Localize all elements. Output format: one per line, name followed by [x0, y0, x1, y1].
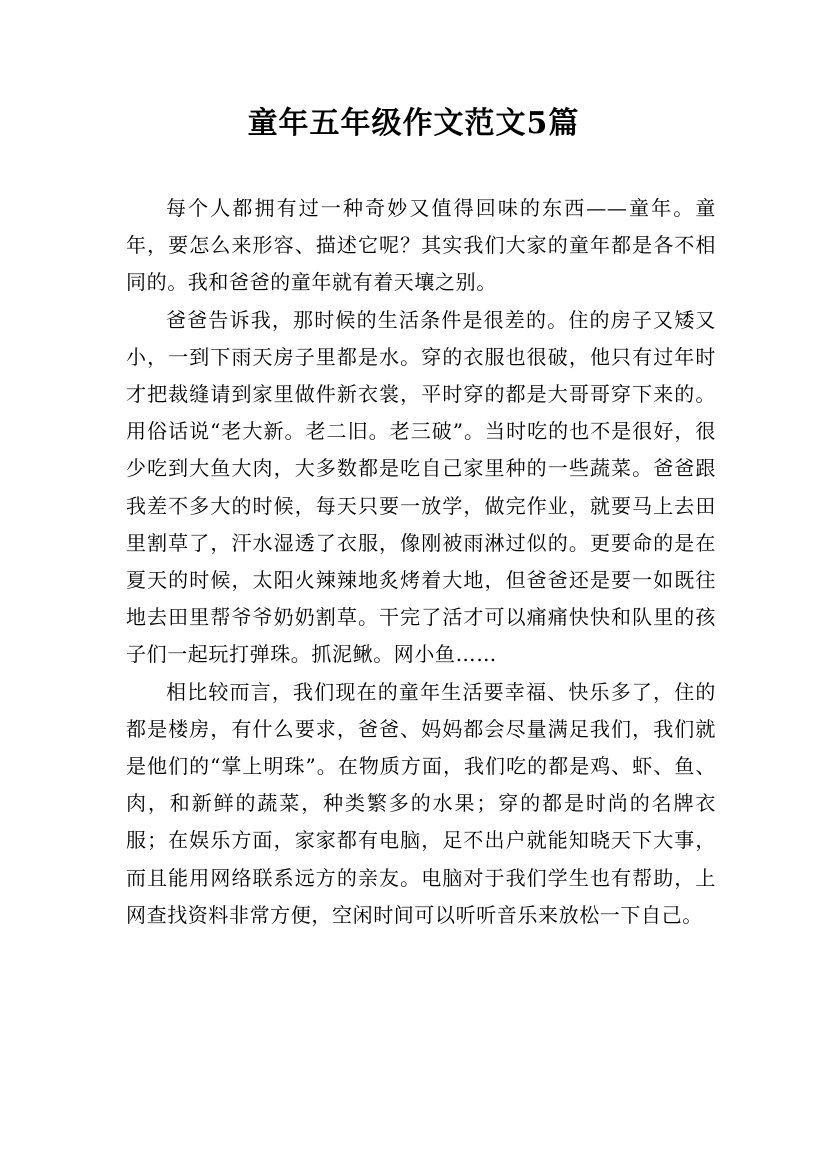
paragraph-2: 爸爸告诉我，那时候的生活条件是很差的。住的房子又矮又小，一到下雨天房子里都是水。穿的衣服也很破，他只有过年时才把裁缝请到家里做件新衣裳，平时穿的都是大哥哥穿下来的。用俗话说“老大新。老二旧。老三破”。当时吃的也不是很好，很少吃到大鱼大肉，大多数都是吃自己家里种的一些蔬菜。爸爸跟我差不多大的时候，每天只要一放学，做完作业，就要马上去田里割草了，汗水湿透了衣服，像刚被雨淋过似的。更要命的是在夏天的时候，太阳火辣辣地炙烤着大地，但爸爸还是要一如既往地去田里帮爷爷奶奶割草。干完了活才可以痛痛快快和队里的孩子们一起玩打弹珠。抓泥鳅。网小鱼……: [126, 307, 716, 667]
document-body: [126, 190, 716, 934]
paragraph-3: 相比较而言，我们现在的童年生活要幸福、快乐多了，住的都是楼房，有什么要求，爸爸、妈妈都会尽量满足我们，我们就是他们的“掌上明珠”。在物质方面，我们吃的都是鸡、虾、鱼、肉，和新鲜的蔬菜，种类繁多的水果；穿的都是时尚的名牌衣服；在娱乐方面，家家都有电脑，足不出户就能知晓天下大事，而且能用网络联系远方的亲友。电脑对于我们学生也有帮助，上网查找资料非常方便，空闲时间可以听听音乐来放松一下自己。: [126, 679, 716, 927]
paragraph-1: 每个人都拥有过一种奇妙又值得回味的东西——童年。童年，要怎么来形容、描述它呢？其实我们大家的童年都是各不相同的。我和爸爸的童年就有着天壤之别。: [126, 196, 716, 295]
document-title: 童年五年级作文范文5篇: [247, 106, 580, 141]
